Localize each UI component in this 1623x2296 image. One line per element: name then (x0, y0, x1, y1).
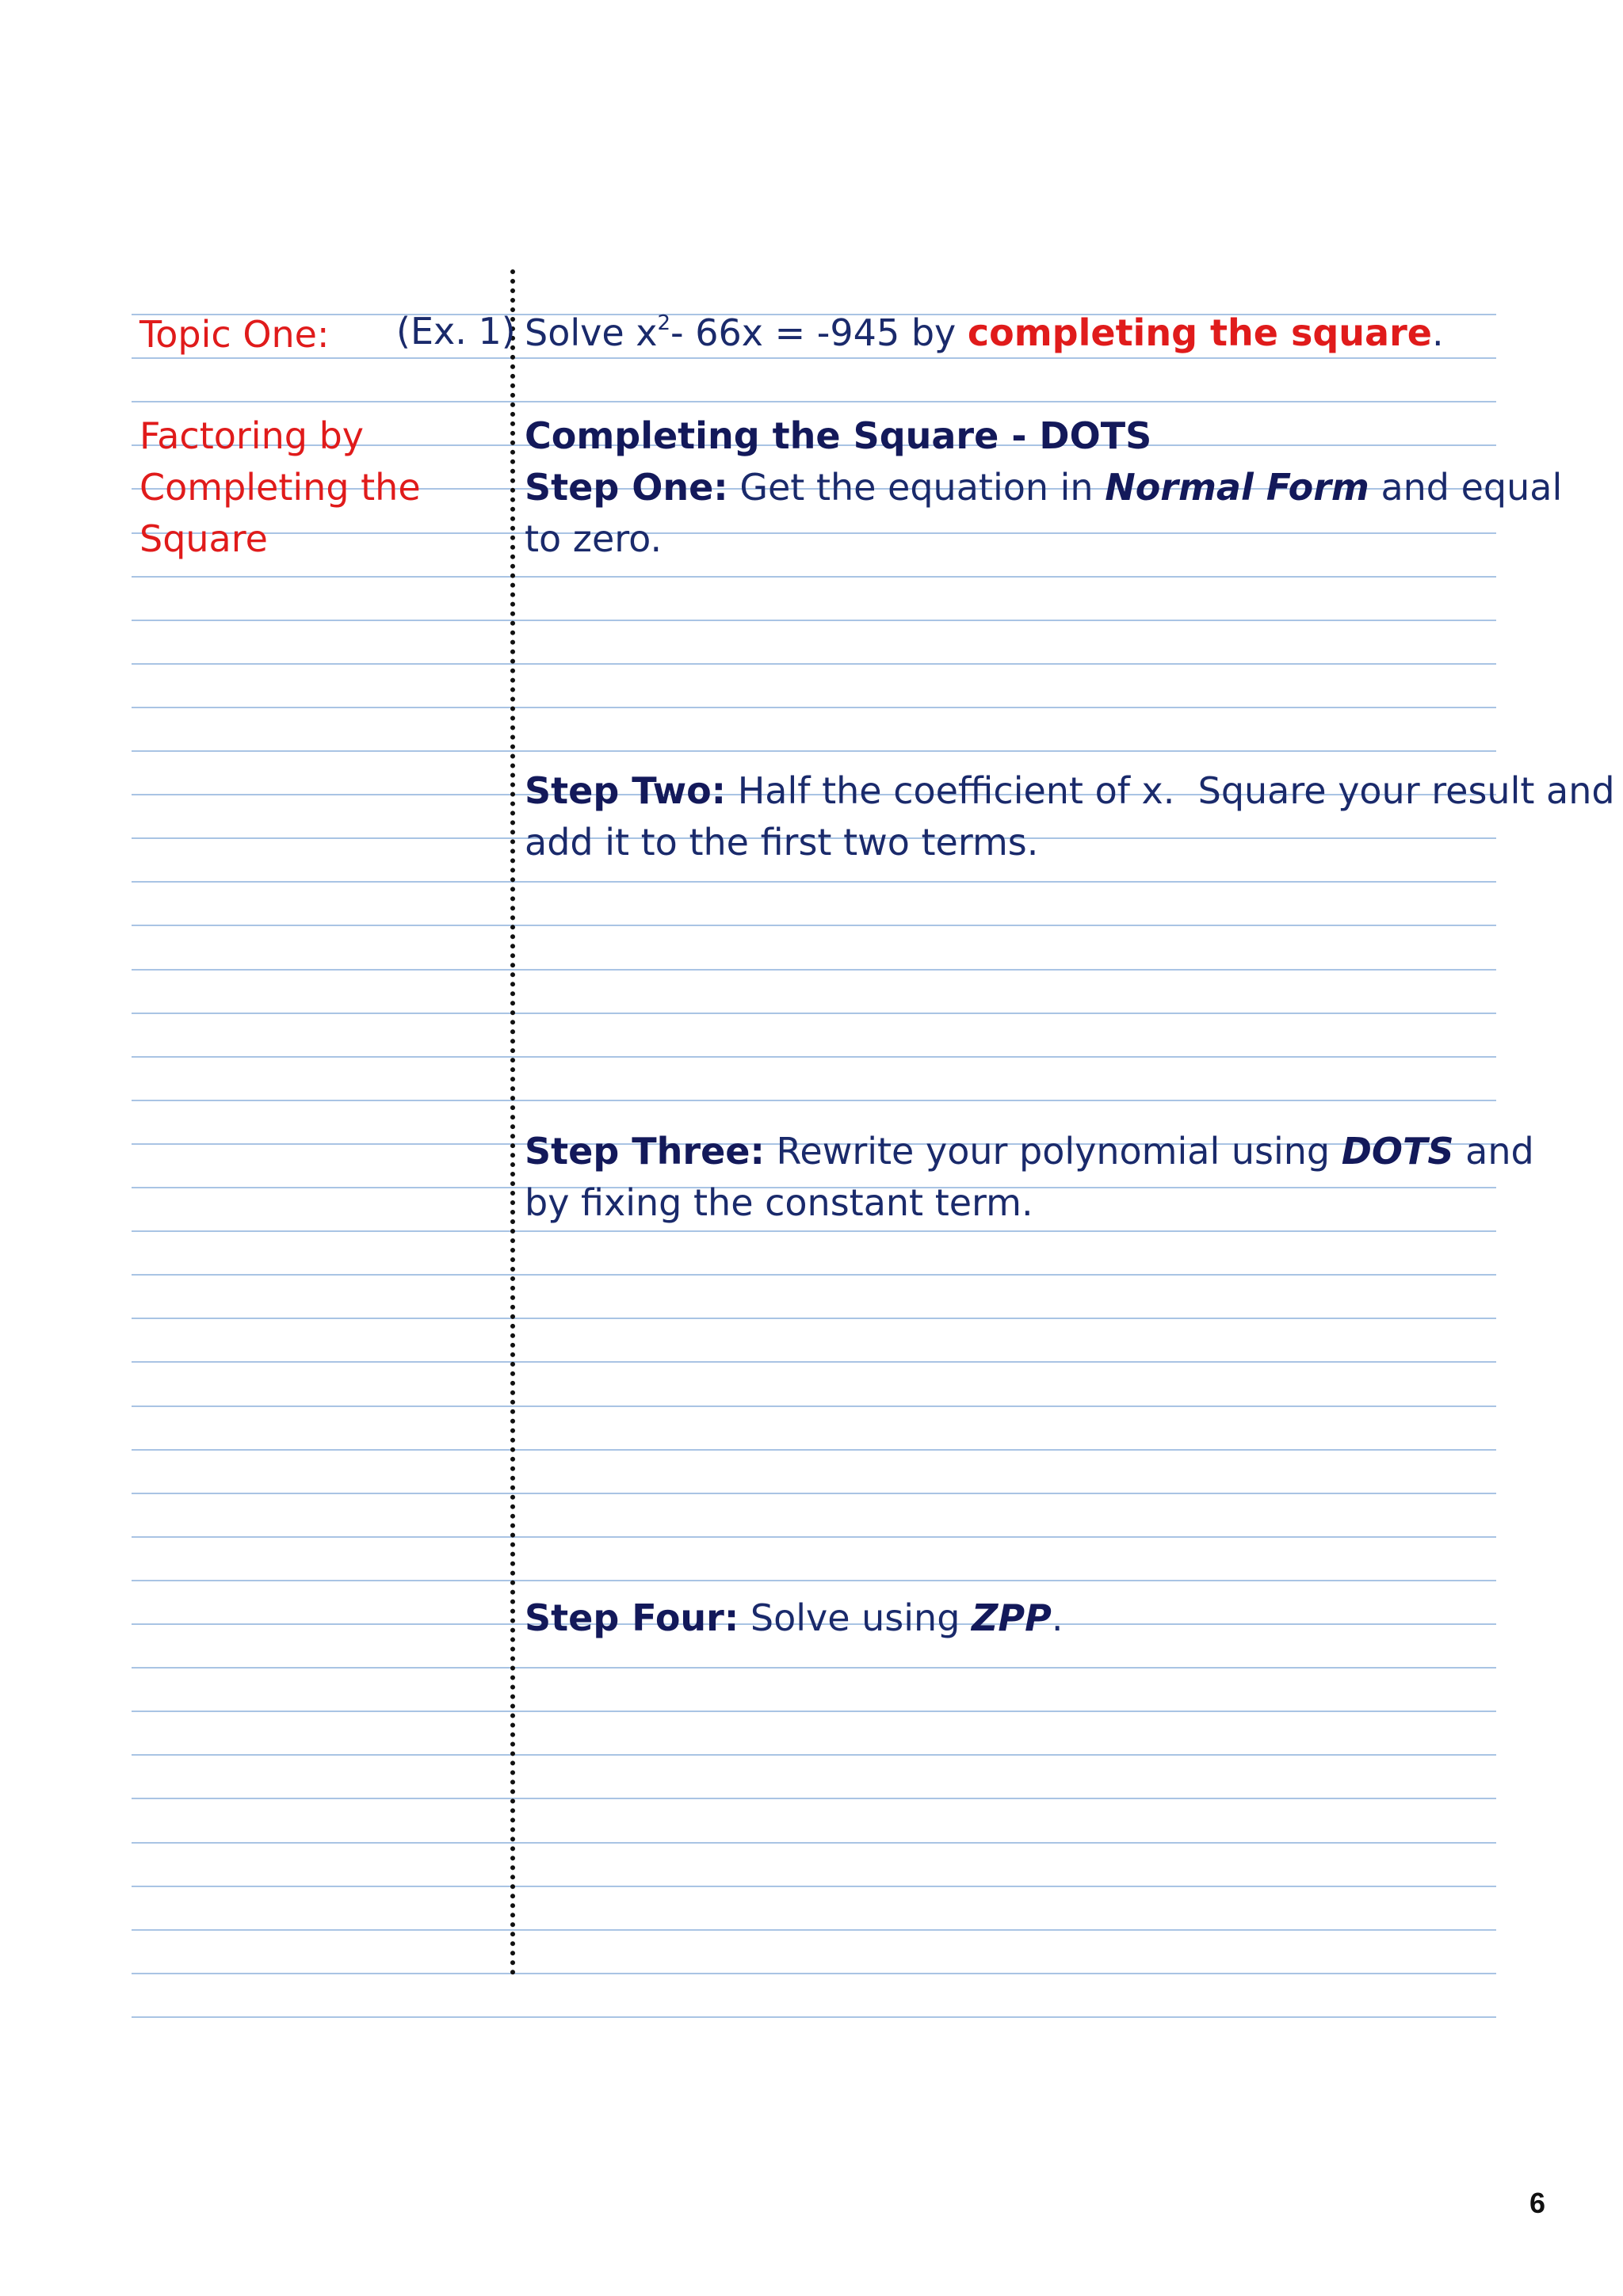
step-three-line1: Step Three: Rewrite your polynomial using DOTS and (525, 1130, 1534, 1173)
example-method: completing the square (967, 311, 1432, 354)
ruled-line (132, 401, 1496, 402)
ruled-line (132, 2016, 1496, 2018)
ruled-line (132, 1100, 1496, 1101)
margin-divider (510, 269, 515, 1976)
ruled-line (132, 1929, 1496, 1931)
ruled-line (132, 1405, 1496, 1407)
step-two-label: Step Two: (525, 769, 727, 812)
ruled-line (132, 1580, 1496, 1581)
example-label: (Ex. 1) (396, 310, 516, 353)
step-one-line1: Step One: Get the equation in Normal Form and equal (525, 466, 1563, 509)
ruled-line (132, 357, 1496, 359)
step-two-clip (517, 769, 1615, 864)
example-prefix: Solve x (525, 311, 658, 354)
ruled-line (132, 663, 1496, 665)
ruled-line (132, 1754, 1496, 1756)
ruled-line (132, 1361, 1496, 1363)
step-four-label: Step Four: (525, 1596, 739, 1639)
ruled-line (132, 1449, 1496, 1451)
step-three-term: DOTS (1341, 1130, 1454, 1173)
step-one-term: Normal Form (1105, 466, 1369, 509)
step-three-label: Step Three: (525, 1130, 765, 1173)
ruled-line (132, 925, 1496, 926)
topic-label: Topic One: (139, 313, 330, 356)
ruled-line (132, 620, 1496, 621)
example-end: . (1431, 311, 1444, 354)
subject-line: Factoring by (139, 414, 364, 457)
ruled-line (132, 532, 1496, 534)
ruled-line (132, 1842, 1496, 1844)
step-two-line2: add it to the first two terms. (525, 821, 1039, 864)
ruled-line (132, 1056, 1496, 1058)
step-one-label: Step One: (525, 466, 728, 509)
ruled-line (132, 1536, 1496, 1538)
ruled-line (132, 1493, 1496, 1494)
page-number: 6 (1529, 2187, 1546, 2219)
ruled-line (132, 1013, 1496, 1014)
subject-line: Square (139, 517, 268, 560)
ruled-line (132, 1973, 1496, 1974)
ruled-line (132, 1667, 1496, 1669)
ruled-line (132, 969, 1496, 971)
step-one-line2: to zero. (525, 517, 663, 560)
ruled-line (132, 576, 1496, 578)
step-three-line2: by fixing the constant term. (525, 1181, 1033, 1224)
ruled-line (132, 881, 1496, 883)
ruled-line (132, 1274, 1496, 1276)
step-four-line1: Step Four: Solve using ZPP. (525, 1596, 1064, 1639)
step-two-line1: Step Two: Half the coefficient of x. Square your result and (525, 769, 1615, 812)
step-four-term: ZPP (972, 1596, 1052, 1639)
ruled-line (132, 1886, 1496, 1887)
ruled-line (132, 1711, 1496, 1712)
example-exponent: 2 (657, 311, 671, 335)
subject-line: Completing the (139, 466, 421, 509)
ruled-line (132, 1318, 1496, 1319)
ruled-line (132, 1230, 1496, 1232)
section-heading: Completing the Square - DOTS (525, 414, 1152, 457)
example-problem (525, 311, 1444, 355)
ruled-line (132, 707, 1496, 708)
ruled-line (132, 1798, 1496, 1799)
example-equation: - 66x = -945 by (670, 311, 968, 354)
ruled-line (132, 750, 1496, 752)
